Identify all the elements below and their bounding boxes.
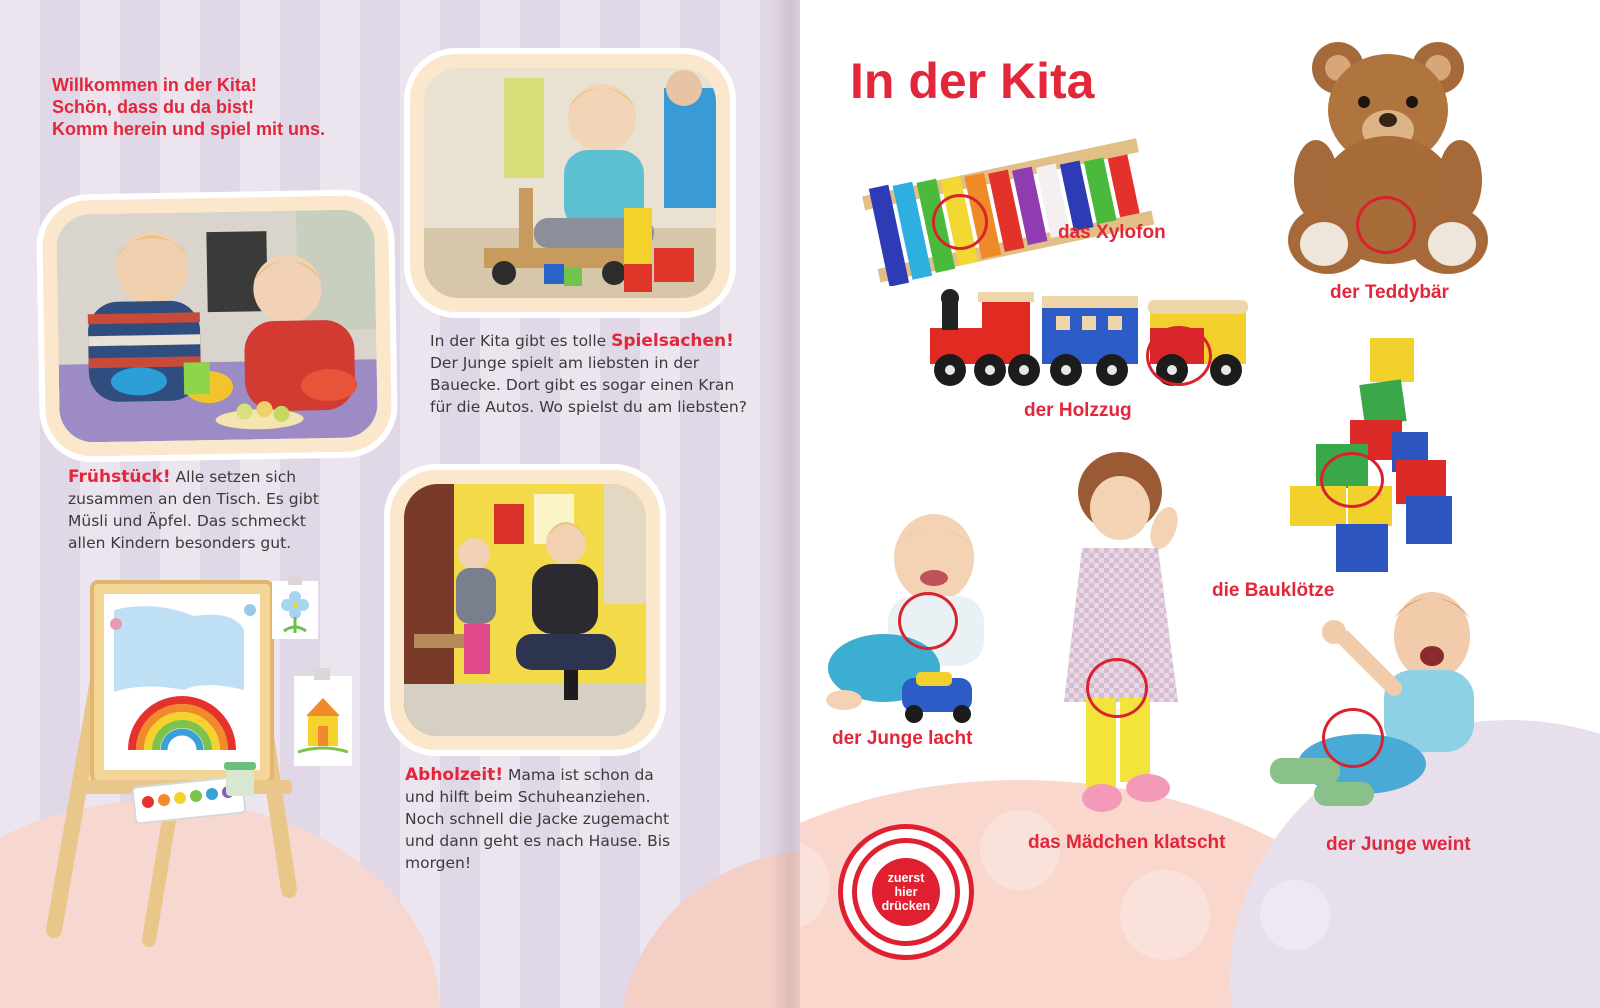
xylophone-touch-circle[interactable]: [932, 194, 988, 250]
breakfast-highlight: Frühstück!: [68, 467, 171, 487]
press-here-line: hier: [894, 885, 918, 899]
breakfast-caption: [68, 466, 348, 554]
xylophone-image[interactable]: [862, 132, 1158, 286]
crying-boy-label: der Junge weint: [1326, 834, 1471, 855]
decor-bubble: [1260, 880, 1330, 950]
laughing-boy-touch-circle[interactable]: [898, 592, 958, 650]
toys-text-after: Der Junge spielt am liebsten in der Bauecke. Dort gibt es sogar einen Kran für die Autos. Wo spielst du am liebsten?: [430, 354, 747, 416]
train-touch-circle[interactable]: [1146, 326, 1212, 386]
press-here-button[interactable]: [838, 824, 974, 960]
book-gutter: [770, 0, 800, 1008]
pickup-highlight: Abholzeit!: [405, 765, 504, 785]
press-here-label: [872, 858, 940, 926]
toys-text-before: In der Kita gibt es tolle: [430, 332, 612, 350]
teddy-touch-circle[interactable]: [1356, 196, 1416, 254]
teddy-label: der Teddybär: [1330, 282, 1449, 303]
house-drawing: [290, 668, 356, 768]
toys-caption: [430, 330, 760, 418]
train-label: der Holzzug: [1024, 400, 1132, 421]
press-here-line: zuerst: [887, 871, 925, 885]
page-title: In der Kita: [850, 53, 1095, 109]
breakfast-photo-frame: [42, 195, 392, 457]
welcome-line: Schön, dass du da bist!: [52, 97, 255, 117]
crying-boy-image[interactable]: [1264, 578, 1490, 824]
pickup-text: Mama ist schon da und hilft beim Schuheanziehen. Noch schnell die Jacke zugemacht und dann geht es nach Hause. Bis morgen!: [405, 766, 671, 872]
breakfast-photo: [56, 209, 378, 443]
blocks-label: die Bauklötze: [1212, 580, 1335, 601]
pickup-photo: [404, 484, 646, 736]
building-blocks-image[interactable]: [1288, 336, 1460, 576]
pickup-caption: [405, 764, 680, 874]
wooden-train-image[interactable]: [926, 288, 1262, 394]
xylophone-label: das Xylofon: [1058, 222, 1166, 243]
pickup-photo-frame: [390, 470, 660, 750]
toys-photo-frame: [410, 54, 730, 312]
clapping-girl-touch-circle[interactable]: [1086, 658, 1148, 718]
welcome-text: [52, 74, 325, 140]
breakfast-text: Alle setzen sich zusammen an den Tisch. Es gibt Müsli und Äpfel. Das schmeckt allen Kindern besonders gut.: [68, 468, 319, 552]
laughing-boy-label: der Junge lacht: [832, 728, 973, 749]
clapping-girl-label: das Mädchen klatscht: [1028, 832, 1226, 853]
clapping-girl-image[interactable]: [1064, 448, 1194, 828]
crying-boy-touch-circle[interactable]: [1322, 708, 1384, 768]
toys-highlight: Spielsachen!: [611, 331, 734, 351]
press-here-line: drücken: [881, 899, 931, 913]
welcome-line: Komm herein und spiel mit uns.: [52, 119, 326, 139]
decor-bubble: [1120, 870, 1210, 960]
flower-drawing: [270, 575, 320, 641]
blocks-touch-circle[interactable]: [1320, 452, 1384, 508]
welcome-line: Willkommen in der Kita!: [52, 75, 257, 95]
toys-photo: [424, 68, 716, 298]
